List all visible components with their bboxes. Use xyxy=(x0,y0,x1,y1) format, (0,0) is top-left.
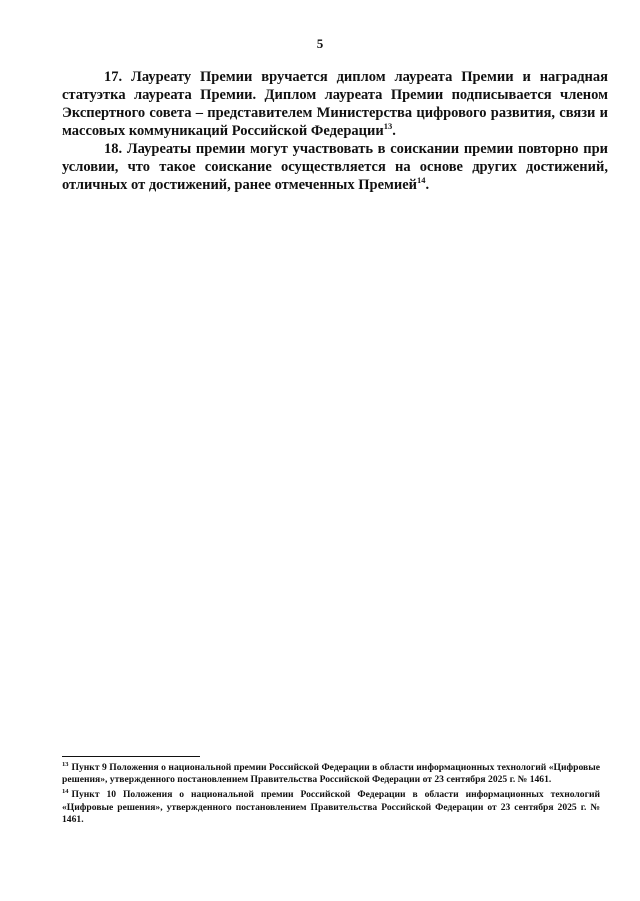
footnotes xyxy=(62,762,600,829)
footnote-13 xyxy=(62,762,600,786)
footnote-14 xyxy=(62,789,600,826)
footnote-reference[interactable]: 14 xyxy=(417,175,426,185)
body-text xyxy=(62,68,608,194)
footnote-reference[interactable]: 13 xyxy=(383,121,393,131)
footnote-text: Пункт 9 Положения о национальной премии Российской Федерации в области информационных технологий «Цифровые решения», утвержденного постановлением Правительства Российской Федерации от 23 сентября 2025 г. № 1461. xyxy=(62,762,600,786)
footnote-marker: 13 xyxy=(62,761,69,768)
paragraph-17 xyxy=(62,68,608,140)
footnote-text: Пункт 10 Положения о национальной премии Российской Федерации в области информационных технологий «Цифровые решения», утвержденного постановлением Правительства Российской Федерации от 23 сентября 2025 г. № 1461. xyxy=(62,789,600,825)
paragraph-text: 18. Лауреаты премии могут участвовать в соискании премии повторно при условии, что такое соискание осуществляется на основе других достижений, отличных от достижений, ранее отмеченных Премией xyxy=(62,141,608,193)
footnote-separator xyxy=(62,756,200,757)
footnote-marker: 14 xyxy=(62,788,69,796)
paragraph-text: 17. Лауреату Премии вручается диплом лауреата Премии и наградная статуэтка лауреата Премии. Диплом лауреата Премии подписывается членом Экспертного совета – представителем Министерства цифрового развития, связи и массовых коммуникаций Российской Федерации xyxy=(62,69,608,139)
paragraph-tail: . xyxy=(392,123,396,139)
paragraph-18 xyxy=(62,140,608,194)
paragraph-tail: . xyxy=(425,177,430,193)
page-number: 5 xyxy=(316,36,324,51)
